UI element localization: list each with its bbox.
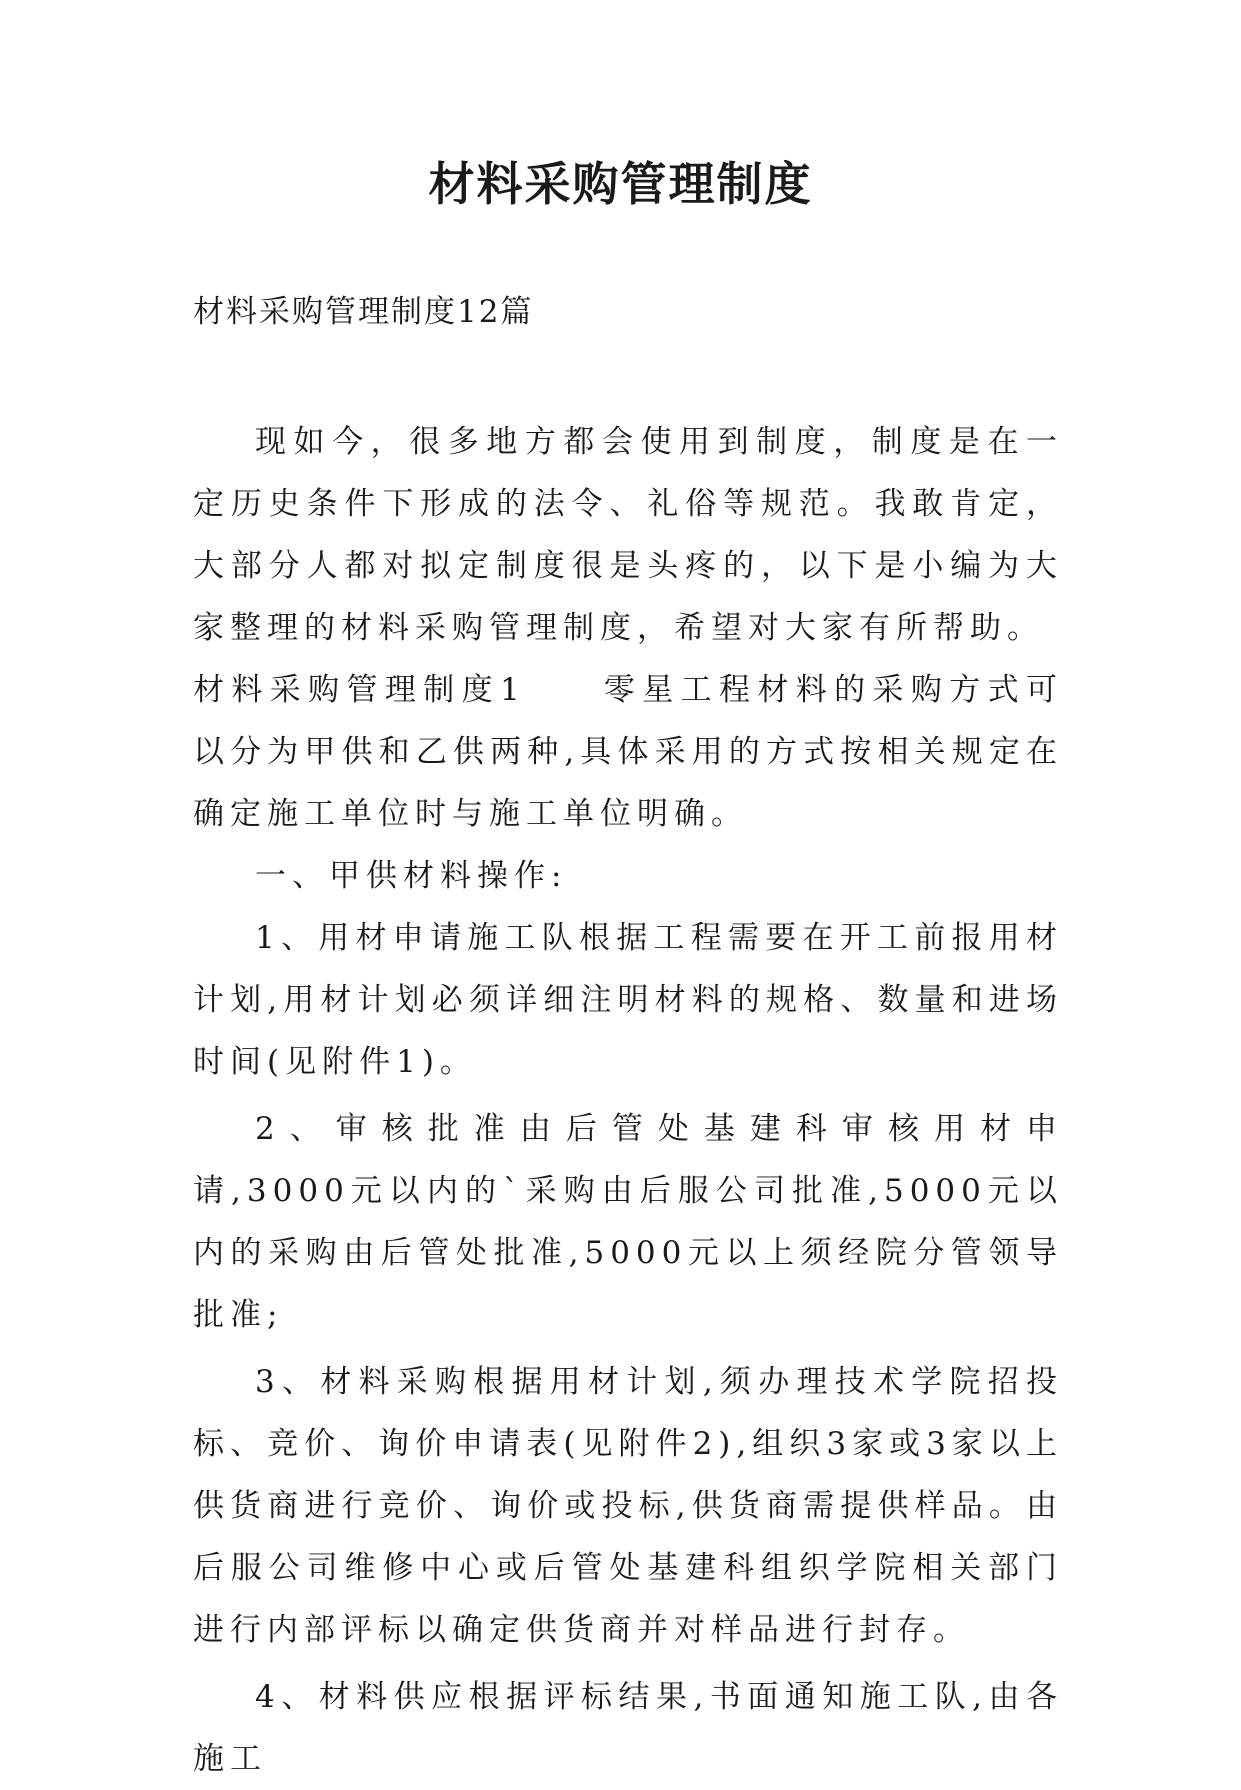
item-1-paragraph: 1、用材申请施工队根据工程需要在开工前报用材计划,用材计划必须详细注明材料的规格、数量和进场时间(见附件1)。 [193,920,1063,1080]
section-1-paragraph: 材料采购管理制度1 零星工程材料的采购方式可以分为甲供和乙供两种,具体采用的方式按相关规定在确定施工单位时与施工单位明确。 [193,672,1063,832]
document-body [193,411,1063,1790]
item-4-paragraph: 4、材料供应根据评标结果,书面通知施工队,由各施工 [193,1679,1063,1777]
document-subtitle: 材料采购管理制度12篇 [193,294,534,330]
item-2-paragraph: 2、审核批准由后管处基建科审核用材申请,3000元以内的`采购由后服公司批准,5000元以内的采购由后管处批准,5000元以上须经院分管领导批准; [193,1111,1063,1333]
intro-paragraph: 现如今，很多地方都会使用到制度，制度是在一定历史条件下形成的法令、礼俗等规范。我敢肯定，大部分人都对拟定制度很是头疼的，以下是小编为大家整理的材料采购管理制度，希望对大家有所帮助。 [193,424,1063,646]
heading-jia-supply: 一、甲供材料操作: [255,858,568,894]
item-3-paragraph: 3、材料采购根据用材计划,须办理技术学院招投标、竞价、询价申请表(见附件2),组织3家或3家以上供货商进行竞价、询价或投标,供货商需提供样品。由后服公司维修中心或后管处基建科组织学院相关部门进行内部评标以确定供货商并对样品进行封存。 [193,1364,1063,1648]
document-title: 材料采购管理制度 [428,157,813,211]
